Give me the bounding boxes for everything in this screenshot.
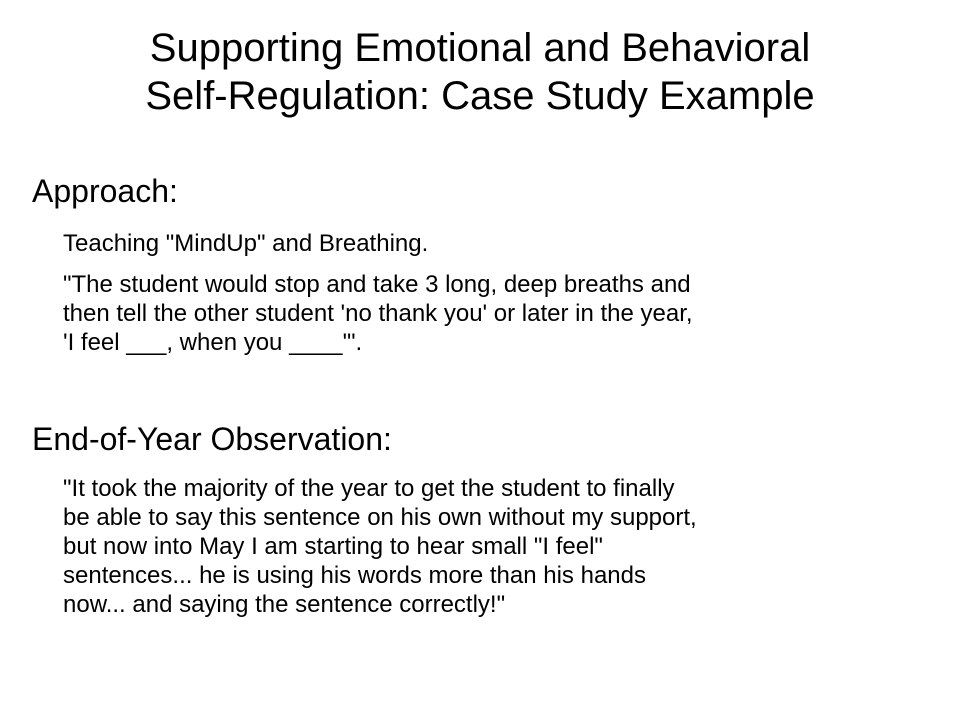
- quote-line: then tell the other student 'no thank you' or later in the year,: [63, 300, 693, 327]
- approach-teaching-text: [63, 229, 923, 258]
- observation-heading: End-of-Year Observation:: [32, 421, 392, 457]
- slide-title: [40, 24, 920, 120]
- quote-line: but now into May I am starting to hear small "I feel": [63, 533, 603, 560]
- teaching-line: Teaching "MindUp" and Breathing.: [63, 230, 429, 257]
- title-line: Self-Regulation: Case Study Example: [145, 74, 815, 118]
- quote-line: "The student would stop and take 3 long, deep breaths and: [63, 271, 691, 298]
- quote-line: sentences... he is using his words more than his hands: [63, 562, 646, 589]
- observation-quote: [63, 474, 923, 619]
- quote-line: 'I feel ___, when you ____'".: [63, 329, 363, 356]
- quote-line: now... and saying the sentence correctly!": [63, 591, 506, 618]
- approach-quote: [63, 270, 923, 357]
- quote-line: "It took the majority of the year to get the student to finally: [63, 475, 675, 502]
- quote-line: be able to say this sentence on his own without my support,: [63, 504, 697, 531]
- title-line: Supporting Emotional and Behavioral: [149, 26, 811, 70]
- approach-heading: Approach:: [32, 173, 178, 209]
